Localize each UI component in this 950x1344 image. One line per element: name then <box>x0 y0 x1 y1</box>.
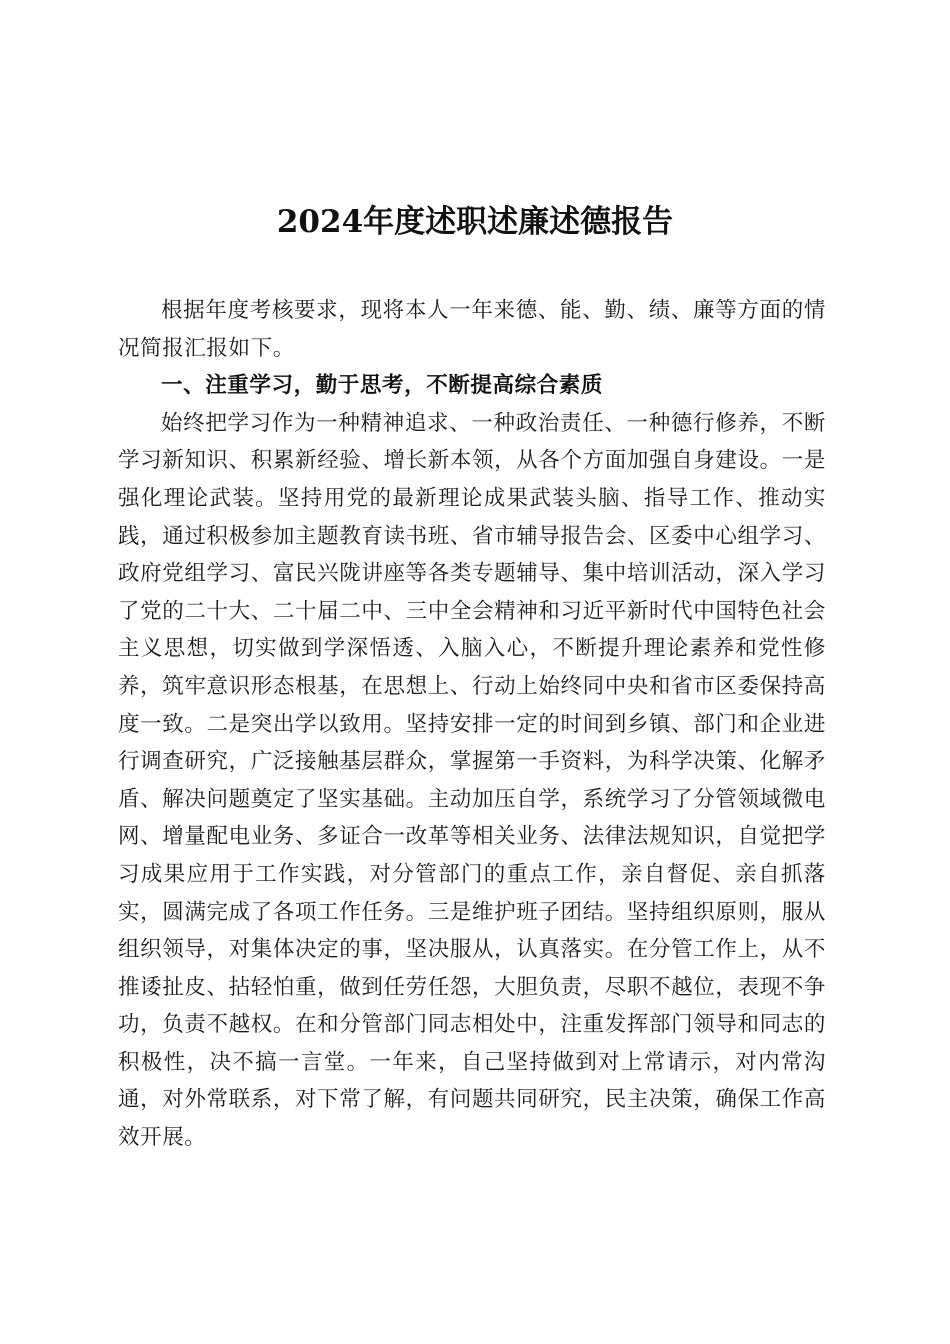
section-paragraph: 始终把学习作为一种精神追求、一种政治责任、一种德行修养，不断学习新知识、积累新经验、增长新本领，从各个方面加强自身建设。一是强化理论武装。坚持用党的最新理论成果武装头脑、指导工作、推动实践，通过积极参加主题教育读书班、省市辅导报告会、区委中心组学习、政府党组学习、富民兴陇讲座等各类专题辅导、集中培训活动，深入学习了党的二十大、二十届二中、三中全会精神和习近平新时代中国特色社会主义思想，切实做到学深悟透、入脑入心，不断提升理论素养和党性修养，筑牢意识形态根基，在思想上、行动上始终同中央和省市区委保持高度一致。二是突出学以致用。坚持安排一定的时间到乡镇、部门和企业进行调查研究，广泛接触基层群众，掌握第一手资料，为科学决策、化解矛盾、解决问题奠定了坚实基础。主动加压自学，系统学习了分管领域微电网、增量配电业务、多证合一改革等相关业务、法律法规知识，自觉把学习成果应用于工作实践，对分管部门的重点工作，亲自督促、亲自抓落实，圆满完成了各项工作任务。三是维护班子团结。坚持组织原则，服从组织领导，对集体决定的事，坚决服从，认真落实。在分管工作上，从不推诿扯皮、拈轻怕重，做到任劳任怨，大胆负责，尽职不越位，表现不争功，负责不越权。在和分管部门同志相处中，注重发挥部门领导和同志的积极性，决不搞一言堂。一年来，自己坚持做到对上常请示，对内常沟通，对外常联系，对下常了解，有问题共同研究，民主决策，确保工作高效开展。 <box>118 410 826 1151</box>
intro-paragraph: 根据年度考核要求，现将本人一年来德、能、勤、绩、廉等方面的情况简报汇报如下。 <box>118 298 826 361</box>
document-body <box>118 292 826 1157</box>
section-heading: 一、注重学习，勤于思考，不断提高综合素质 <box>161 373 604 399</box>
document-title: 2024年度述职述廉述德报告 <box>276 204 674 240</box>
